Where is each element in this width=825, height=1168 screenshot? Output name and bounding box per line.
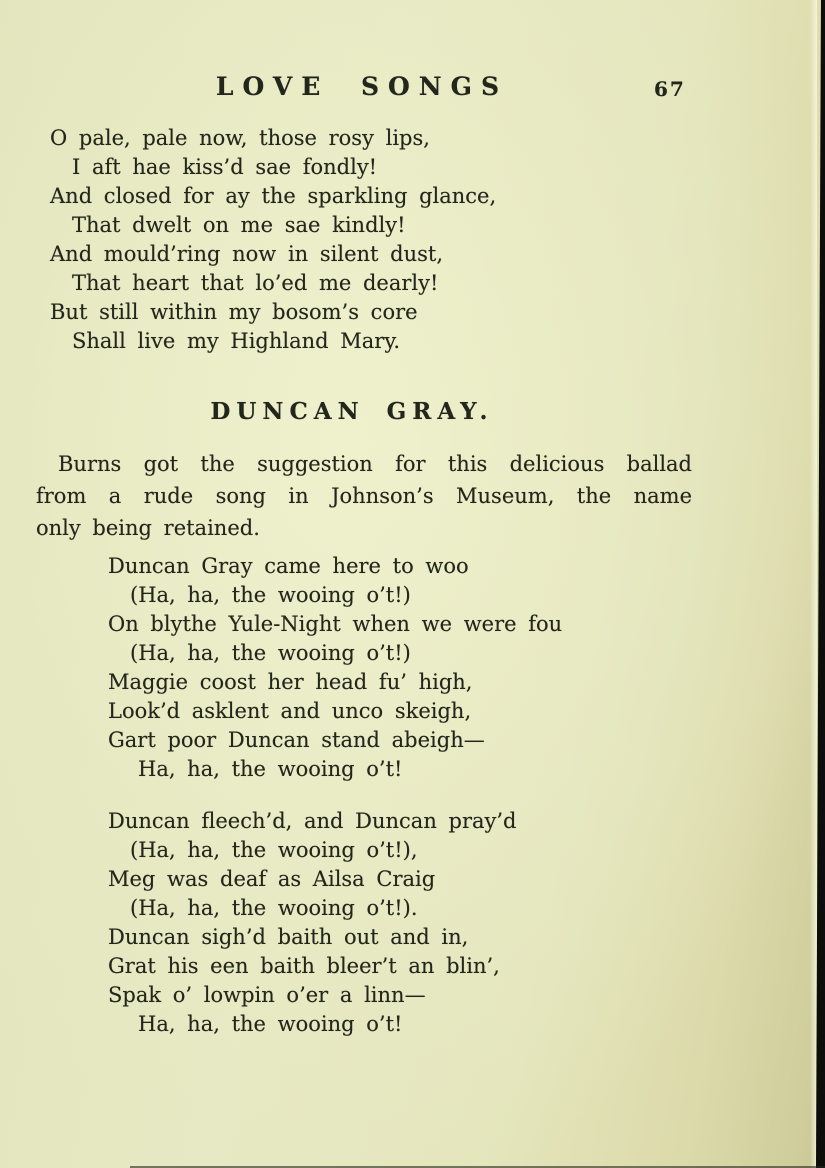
poem-line: Shall live my Highland Mary. (72, 329, 401, 353)
poem-line: And closed for ay the sparkling glance, (50, 184, 497, 208)
poem-line: (Ha, ha, the wooing o’t!), (130, 838, 418, 862)
intro-line: only being retained. (36, 516, 260, 540)
section-heading-duncan-gray: DUNCAN GRAY. (210, 398, 494, 425)
poem-line: Duncan Gray came here to woo (108, 554, 469, 578)
poem-line: (Ha, ha, the wooing o’t!) (130, 641, 411, 665)
poem-line: Ha, ha, the wooing o’t! (138, 1012, 403, 1036)
poem-line: And mould’ring now in silent dust, (50, 242, 443, 266)
duncan-gray-stanza-1 (108, 552, 562, 784)
page-header-title: LOVE SONGS (215, 72, 509, 101)
duncan-gray-intro-paragraph (36, 448, 692, 544)
page-edge-highlight (810, 0, 817, 1168)
poem-line: But still within my bosom’s core (50, 300, 418, 324)
page-number: 67 (654, 77, 686, 101)
poem-line: Grat his een baith bleer’t an blin’, (108, 954, 500, 978)
poem-line: On blythe Yule-Night when we were fou (108, 612, 563, 636)
intro-line: Burns got the suggestion for this delicious ballad (58, 452, 692, 476)
scan-edge-right (816, 0, 825, 1168)
poem-line: Meg was deaf as Ailsa Craig (108, 867, 436, 891)
duncan-gray-stanza-2 (108, 807, 517, 1039)
highland-mary-stanza (50, 124, 496, 356)
intro-line: from a rude song in Johnson’s Museum, the name (36, 484, 692, 508)
poem-line: Maggie coost her head fu’ high, (108, 670, 473, 694)
poem-line: Duncan fleech’d, and Duncan pray’d (108, 809, 517, 833)
poem-line: I aft hae kiss’d sae fondly! (72, 155, 378, 179)
poem-line: Gart poor Duncan stand abeigh— (108, 728, 485, 752)
poem-line: O pale, pale now, those rosy lips, (50, 126, 430, 150)
poem-line: That dwelt on me sae kindly! (72, 213, 406, 237)
poem-line: Look’d asklent and unco skeigh, (108, 699, 472, 723)
poem-line: Ha, ha, the wooing o’t! (138, 757, 403, 781)
poem-line: That heart that lo’ed me dearly! (72, 271, 439, 295)
poem-line: (Ha, ha, the wooing o’t!) (130, 583, 411, 607)
poem-line: (Ha, ha, the wooing o’t!). (130, 896, 418, 920)
poem-line: Spak o’ lowpin o’er a linn— (108, 983, 426, 1007)
poem-line: Duncan sigh’d baith out and in, (108, 925, 469, 949)
